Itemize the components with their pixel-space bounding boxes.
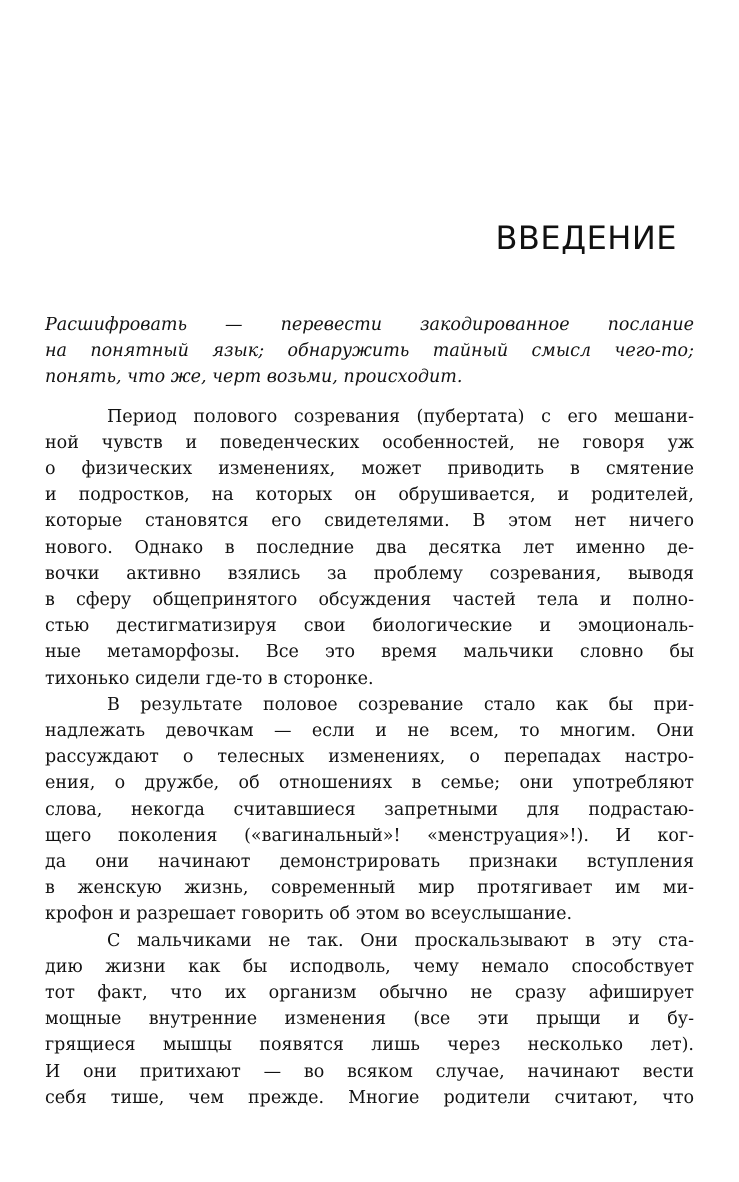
text-line: себя тише, чем прежде. Многие родители считают, что <box>45 1087 694 1108</box>
text-line: щего поколения («вагинальный»! «менструация»!). И ког- <box>45 825 694 846</box>
text-line: В результате половое созревание стало как бы при- <box>107 694 694 715</box>
text-line: мощные внутренние изменения (все эти прыщи и бу- <box>45 1009 694 1030</box>
text-line: крофон и разрешает говорить об этом во всеуслышание. <box>45 904 573 925</box>
body-text <box>45 312 694 1111</box>
paragraph-2 <box>45 692 694 928</box>
epigraph <box>45 312 694 391</box>
text-line: С мальчиками не так. Они проскальзывают в эту ста- <box>107 930 694 951</box>
epigraph-line: понять, что же, черт возьми, происходит. <box>45 367 463 388</box>
text-line: нового. Однако в последние два десятка лет именно де- <box>45 537 694 558</box>
epigraph-line: Расшифровать — перевести закодированное послание <box>45 315 694 335</box>
text-line: о физических изменениях, может приводить в смятение <box>45 459 694 480</box>
paragraph-1 <box>45 404 694 692</box>
text-line: слова, некогда считавшиеся запретными для подрастаю- <box>45 799 694 820</box>
text-line: и подростков, на которых он обрушивается, и родителей, <box>45 485 694 506</box>
text-line: вочки активно взялись за проблему созревания, выводя <box>45 563 694 584</box>
text-line: надлежать девочкам — если и не всем, то многим. Они <box>45 721 694 742</box>
text-line: И они притихают — во всяком случае, начинают вести <box>45 1061 694 1082</box>
chapter-title: ВВЕДЕНИЕ <box>495 219 677 257</box>
text-line: стью дестигматизируя свои биологические и эмоциональ- <box>45 616 694 637</box>
text-line: в женскую жизнь, современный мир протягивает им ми- <box>45 878 694 899</box>
paragraph-3 <box>45 928 694 1111</box>
text-line: грящиеся мышцы появятся лишь через несколько лет). <box>45 1035 694 1056</box>
text-line: которые становятся его свидетелями. В этом нет ничего <box>45 511 694 532</box>
text-line: ные метаморфозы. Все это время мальчики словно бы <box>45 642 694 663</box>
text-line: тихонько сидели где-то в сторонке. <box>45 668 374 689</box>
text-line: рассуждают о телесных изменениях, о перепадах настро- <box>45 747 694 768</box>
text-line: дию жизни как бы исподволь, чему немало способствует <box>45 956 694 977</box>
text-line: в сферу общепринятого обсуждения частей тела и полно- <box>45 590 694 611</box>
text-line: Период полового созревания (пубертата) с его мешани- <box>107 406 694 427</box>
text-line: тот факт, что их организм обычно не сразу афиширует <box>45 983 694 1004</box>
text-line: ения, о дружбе, об отношениях в семье; они употребляют <box>45 773 694 794</box>
text-line: ной чувств и поведенческих особенностей, не говоря уж <box>45 432 694 453</box>
epigraph-line: на понятный язык; обнаружить тайный смысл чего-то; <box>45 341 694 362</box>
text-line: да они начинают демонстрировать признаки вступления <box>45 852 694 873</box>
